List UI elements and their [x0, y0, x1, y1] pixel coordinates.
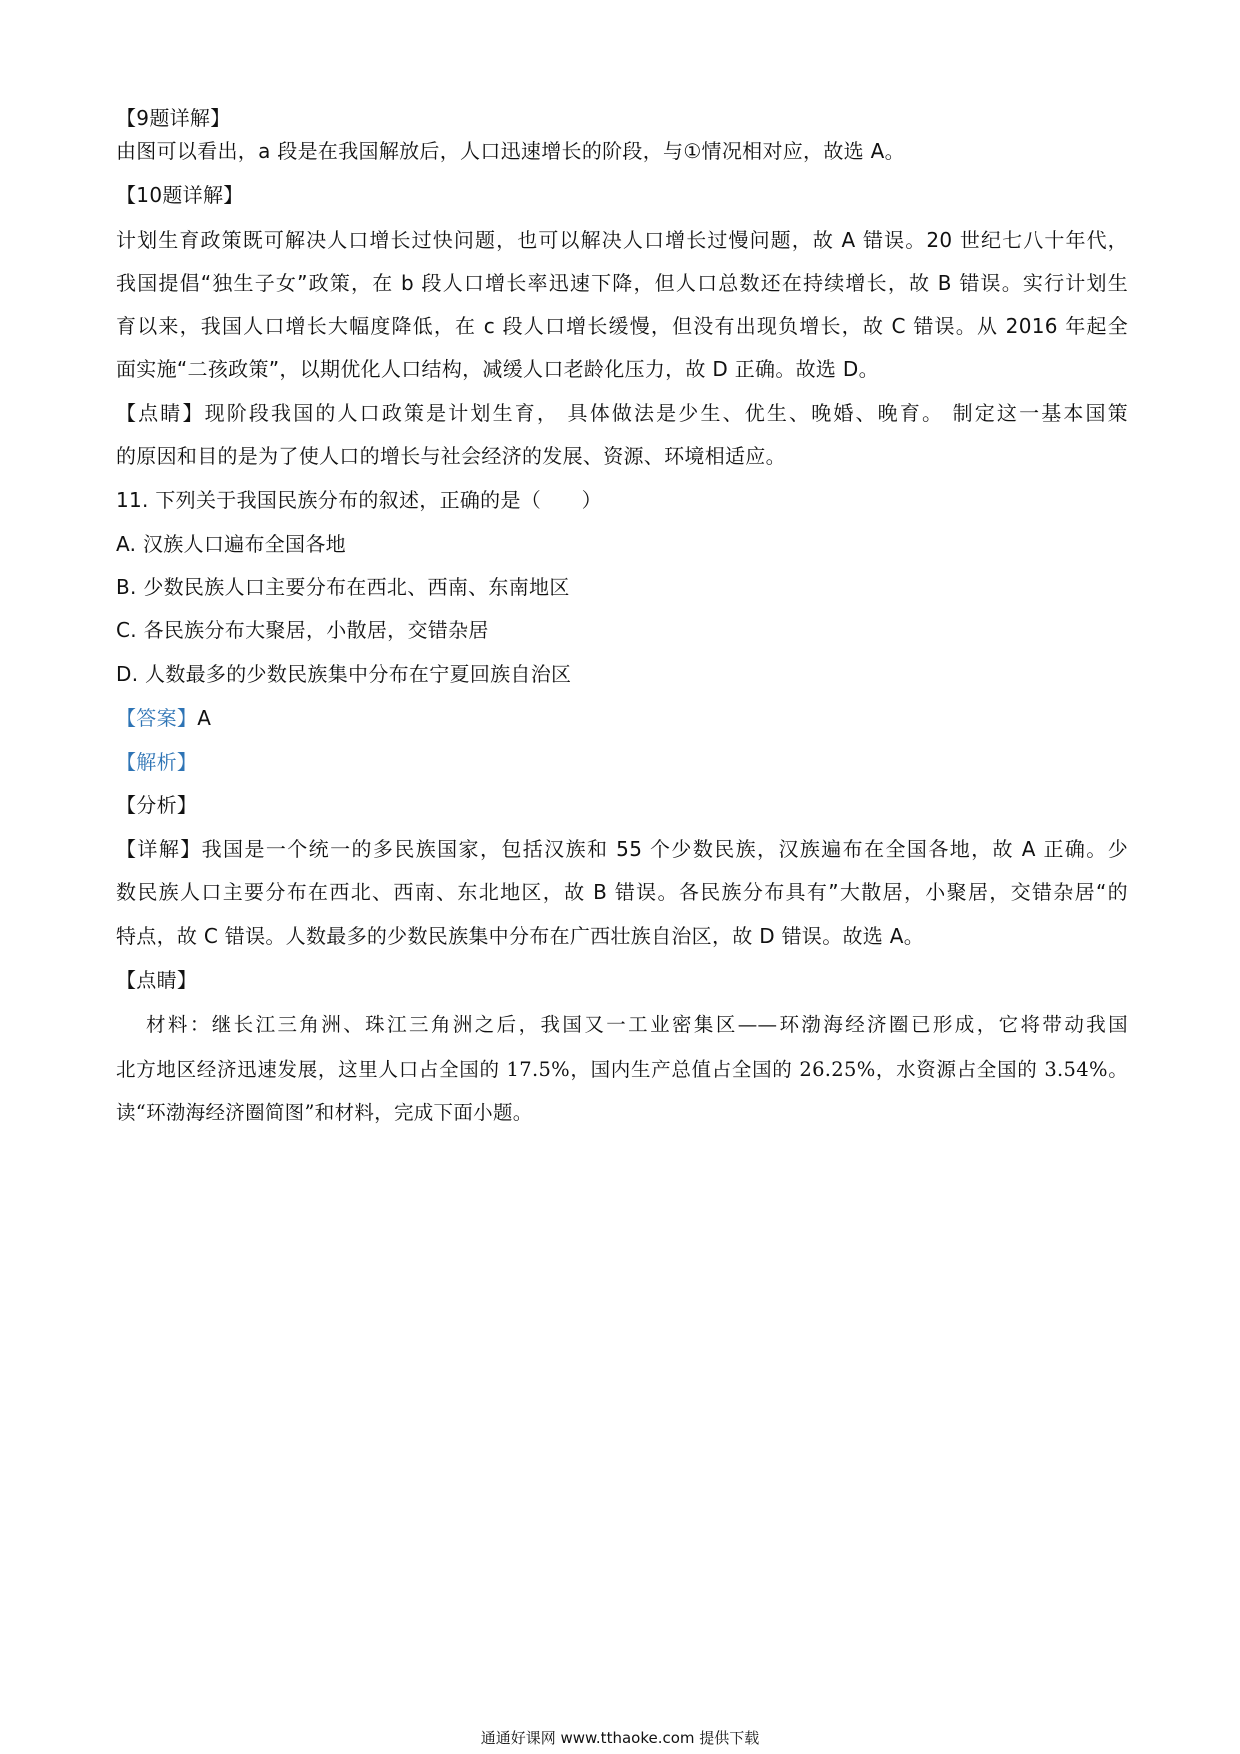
material-line: 材料：继长江三角洲、珠江三角洲之后，我国又一工业密集区——环渤海经济圈已形成，它将带动我国	[146, 1013, 1128, 1036]
q10-explanation-line: 面实施“二孩政策”，以期优化人口结构，减缓人口老龄化压力，故 D 正确。故选 D。	[116, 357, 879, 381]
footer-source: 通通好课网 www.tthaoke.com 提供下载	[480, 1729, 760, 1747]
q9-explanation: 由图可以看出，a 段是在我国解放后，人口迅速增长的阶段，与①情况相对应，故选 A。	[116, 139, 905, 163]
q11-detail-line: 特点，故 C 错误。人数最多的少数民族集中分布在广西壮族自治区，故 D 错误。故选 A。	[116, 924, 925, 948]
q10-heading: 【10题详解】	[116, 183, 244, 207]
answer-value: A	[197, 706, 212, 730]
q10-tip-line: 【点睛】现阶段我国的人口政策是计划生育， 具体做法是少生、优生、晚婚、晚育。 制定这一基本国策	[116, 401, 1128, 425]
q10-explanation-line: 计划生育政策既可解决人口增长过快问题，也可以解决人口增长过慢问题，故 A 错误。20 世纪七八十年代，	[116, 228, 1128, 252]
q11-question: 11. 下列关于我国民族分布的叙述，正确的是（ ）	[116, 488, 602, 512]
q10-explanation-line: 我国提倡“独生子女”政策，在 b 段人口增长率迅速下降，但人口总数还在持续增长，故 B 错误。实行计划生	[116, 271, 1128, 295]
q11-option-d: D. 人数最多的少数民族集中分布在宁夏回族自治区	[116, 662, 572, 686]
fenxi-tag: 【分析】	[116, 793, 198, 817]
q11-detail-line: 数民族人口主要分布在西北、西南、东北地区，故 B 错误。各民族分布具有”大散居，小聚居，交错杂居“的	[116, 880, 1128, 904]
material-line: 读“环渤海经济圈简图”和材料，完成下面小题。	[116, 1101, 533, 1124]
material-line: 北方地区经济迅速发展，这里人口占全国的 17.5%，国内生产总值占全国的 26.25%，水资源占全国的 3.54%。	[116, 1058, 1128, 1081]
analysis-tag: 【解析】	[116, 750, 198, 774]
answer-tag: 【答案】	[116, 706, 198, 730]
q9-heading: 【9题详解】	[116, 106, 231, 130]
q11-answer	[116, 703, 1128, 733]
q10-explanation-line: 育以来，我国人口增长大幅度降低，在 c 段人口增长缓慢，但没有出现负增长，故 C 错误。从 2016 年起全	[116, 314, 1128, 338]
q11-option-a: A. 汉族人口遍布全国各地	[116, 532, 346, 556]
q10-tip-line: 的原因和目的是为了使人口的增长与社会经济的发展、资源、环境相适应。	[116, 444, 786, 468]
q11-detail-line: 【详解】我国是一个统一的多民族国家，包括汉族和 55 个少数民族，汉族遍布在全国各地，故 A 正确。少	[116, 837, 1128, 861]
q11-option-c: C. 各民族分布大聚居，小散居，交错杂居	[116, 618, 489, 642]
q11-option-b: B. 少数民族人口主要分布在西北、西南、东南地区	[116, 575, 570, 599]
q11-tip: 【点睛】	[116, 968, 198, 992]
